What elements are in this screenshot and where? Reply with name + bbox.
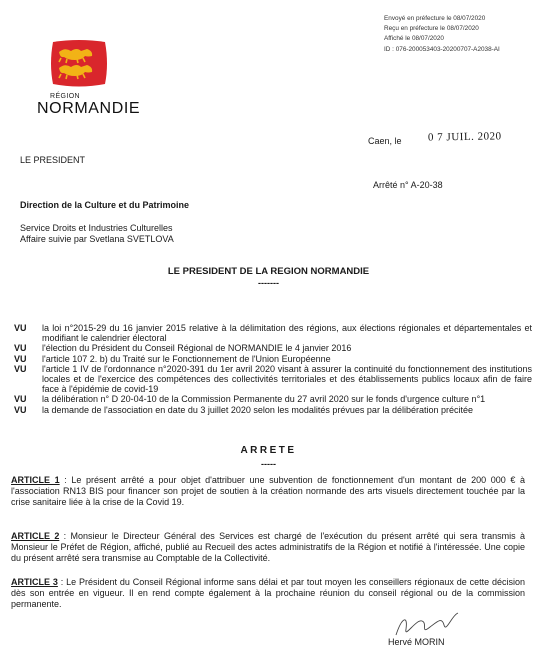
stamp-posted: Affiché le 08/07/2020 — [384, 35, 444, 43]
vu-key: VU — [14, 363, 27, 374]
page-title: LE PRESIDENT DE LA REGION NORMANDIE — [167, 266, 370, 277]
service-block — [20, 223, 174, 245]
transmission-stamp — [384, 14, 500, 55]
place-label: Caen, le — [368, 136, 402, 146]
article-1 — [11, 475, 525, 508]
list-item — [14, 364, 532, 395]
handwritten-date: 0 7 JUIL. 2020 — [427, 130, 502, 144]
vu-key: VU — [14, 394, 27, 405]
article-text: : Le présent arrêté a pour objet d'attribuer une subvention de fonctionnement d'un montant de 200 000 € à l'association RN13 BIS pour financer son projet de soutien à la création normande des arts visuels directement touchée par la crise sanitaire liée à la crise de la Covid 19. — [11, 475, 525, 507]
article-text: : Monsieur le Directeur Général des Services est chargé de l'exécution du présent arrêté qui sera transmis à Monsieur le Préfet de Région, affiché, publié au Recueil des actes administratifs de la Région et notifié à l'intéressée. Une copie du présent arrêté sera transmise au Comptable de la Collectivité. — [11, 531, 525, 563]
vu-text: la demande de l'association en date du 3 juillet 2020 selon les modalités prévues par la délibération précitée — [42, 404, 473, 415]
arrete-number: Arrêté n° A-20-38 — [373, 180, 443, 190]
vu-key: VU — [14, 353, 27, 364]
stamp-id: ID : 076-200053403-20200707-A2038-AI — [384, 45, 500, 53]
list-item — [14, 354, 532, 364]
article-text: : Le Président du Conseil Régional informe sans délai et par tout moyen les conseillers régionaux de cette décision dès son entrée en vigueur. Il en rend compte également à la prochaine réunion du conseil régional ou de la commission permanente. — [11, 577, 525, 609]
vu-text: la loi n°2015-29 du 16 janvier 2015 relative à la délimitation des régions, aux élections régionales et départementales et modifiant le calendrier électoral — [42, 323, 532, 344]
vu-key: VU — [14, 404, 27, 415]
region-label: RÉGION — [50, 93, 81, 100]
vu-text: l'article 1 IV de l'ordonnance n°2020-391 du 1er avril 2020 visant à assurer la continuité du fonctionnement des institutions locales et de l'exercice des compétences des collectivités territoriales et des établissements publics locaux afin de faire face à l'épidémie de covid-19 — [42, 363, 532, 395]
vu-key: VU — [14, 343, 27, 354]
stamp-received: Reçu en préfecture le 08/07/2020 — [384, 25, 479, 33]
service-name: Service Droits et Industries Culturelles — [20, 223, 173, 233]
article-heading: ARTICLE 1 — [11, 475, 60, 485]
vu-text: l'élection du Président du Conseil Régional de NORMANDIE le 4 janvier 2016 — [42, 343, 352, 354]
list-item — [14, 323, 532, 343]
arrete-divider: ----- — [261, 459, 276, 469]
article-heading: ARTICLE 2 — [11, 531, 60, 541]
vu-key: VU — [14, 323, 27, 333]
followed-by: Affaire suivie par Svetlana SVETLOVA — [20, 234, 174, 244]
direction-label: Direction de la Culture et du Patrimoine — [20, 200, 190, 210]
region-name: NORMANDIE — [37, 100, 141, 117]
vu-text: la délibération n° D 20-04-10 de la Commission Permanente du 27 avril 2020 sur le fonds d'urgence culture n°1 — [42, 394, 486, 405]
president-heading: LE PRESIDENT — [20, 155, 86, 165]
arrete-title: ARRETE — [240, 445, 297, 456]
article-2 — [11, 531, 525, 564]
list-item — [14, 405, 532, 415]
normandie-logo-icon — [47, 40, 111, 88]
article-3 — [11, 577, 525, 610]
title-divider: ------- — [258, 278, 279, 288]
article-heading: ARTICLE 3 — [11, 577, 58, 587]
stamp-sent: Envoyé en préfecture le 08/07/2020 — [384, 15, 486, 22]
list-item — [14, 343, 532, 353]
signer-name: Hervé MORIN — [388, 637, 445, 647]
vu-list — [14, 323, 532, 415]
vu-text: l'article 107 2. b) du Traité sur le Fonctionnement de l'Union Européenne — [42, 353, 331, 364]
list-item — [14, 394, 532, 404]
